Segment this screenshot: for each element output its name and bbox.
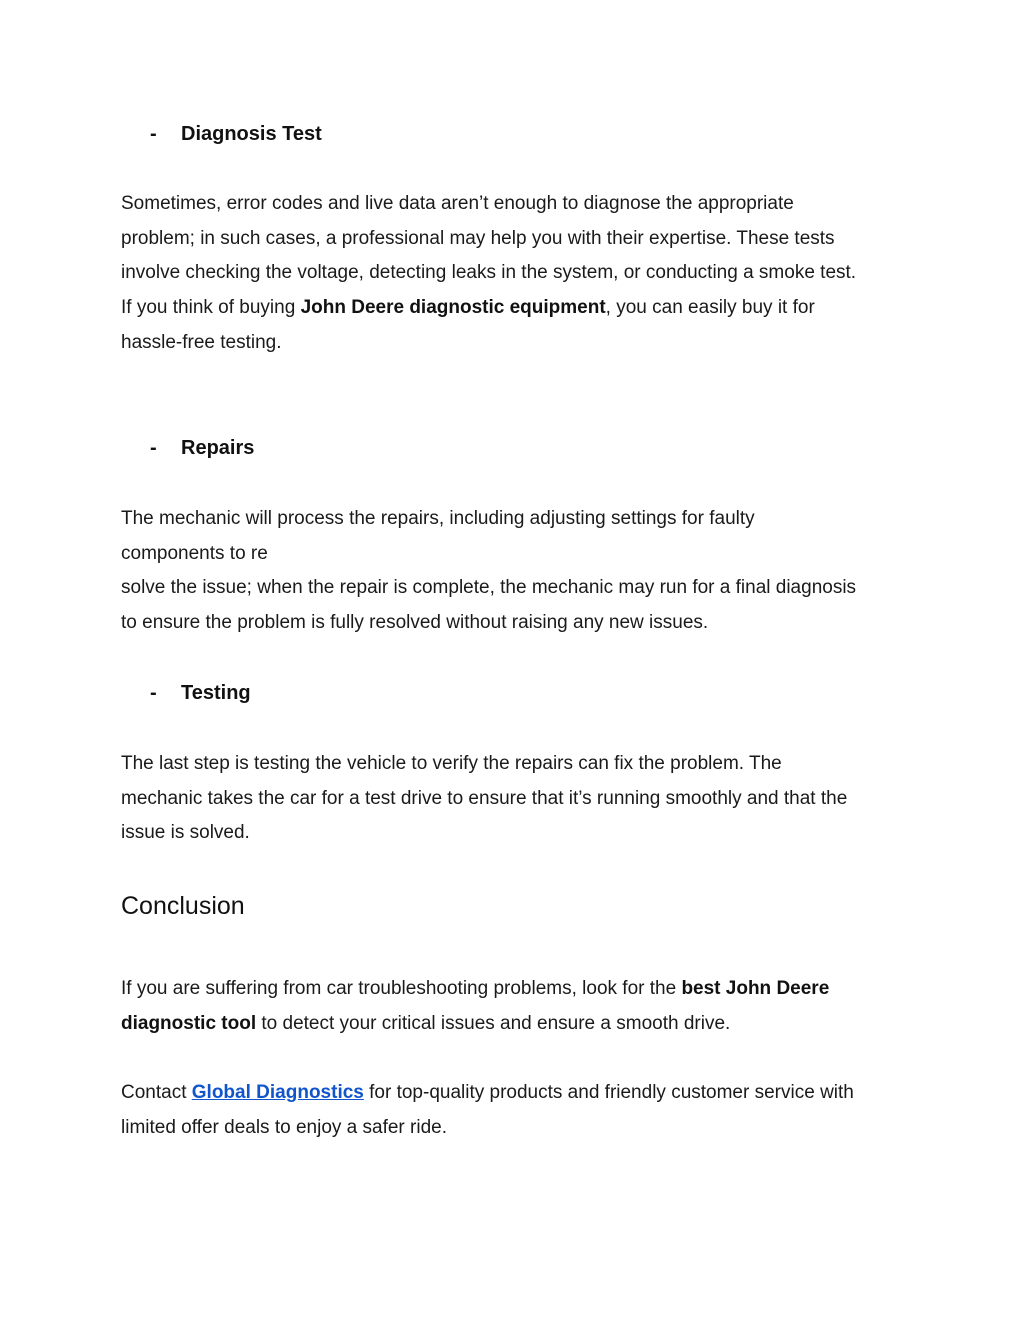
bold-text: diagnostic tool bbox=[121, 1012, 257, 1034]
paragraph-line: involve checking the voltage, detecting leaks in the system, or conducting a smoke test. bbox=[121, 262, 857, 284]
heading-text: Repairs bbox=[181, 437, 255, 459]
paragraph-line: mechanic takes the car for a test drive to ensure that it’s running smoothly and that the bbox=[121, 787, 848, 809]
paragraph-diagnosis bbox=[121, 187, 911, 361]
paragraph-repairs bbox=[121, 502, 911, 641]
paragraph-line: The mechanic will process the repairs, including adjusting settings for faulty bbox=[121, 508, 755, 529]
paragraph-line: The last step is testing the vehicle to verify the repairs can fix the problem. The bbox=[121, 753, 782, 774]
text-run: for top-quality products and friendly customer service with bbox=[363, 1082, 854, 1103]
text-run: , you can easily buy it for bbox=[605, 297, 815, 319]
paragraph-line: issue is solved. bbox=[121, 822, 250, 844]
paragraph-line: hassle-free testing. bbox=[121, 331, 282, 353]
bold-text: best John Deere bbox=[681, 978, 830, 999]
paragraph-line bbox=[121, 1076, 911, 1111]
bullet-dash: - bbox=[150, 123, 157, 145]
text-run: Contact bbox=[121, 1082, 192, 1103]
paragraph-line bbox=[121, 291, 911, 326]
paragraph-line: problem; in such cases, a professional may help you with their expertise. These tests bbox=[121, 227, 835, 249]
paragraph-line: components to re bbox=[121, 542, 268, 564]
paragraph-line bbox=[121, 972, 911, 1007]
bullet-dash: - bbox=[150, 437, 157, 459]
paragraph-conclusion bbox=[121, 972, 911, 1041]
text-run: If you are suffering from car troubleshooting problems, look for the bbox=[121, 978, 682, 999]
paragraph-line: solve the issue; when the repair is complete, the mechanic may run for a final diagnosis bbox=[121, 577, 857, 599]
paragraph-line: Sometimes, error codes and live data aren’t enough to diagnose the appropriate bbox=[121, 193, 794, 214]
heading-testing bbox=[150, 680, 251, 706]
text-run: If you think of buying bbox=[121, 297, 301, 319]
paragraph-line bbox=[121, 1007, 911, 1042]
bullet-dash: - bbox=[150, 682, 157, 704]
section-title-conclusion: Conclusion bbox=[121, 892, 245, 920]
bold-text: John Deere diagnostic equipment bbox=[300, 297, 606, 319]
paragraph-testing bbox=[121, 747, 911, 851]
paragraph-line: to ensure the problem is fully resolved without raising any new issues. bbox=[121, 612, 709, 634]
heading-repairs bbox=[150, 435, 254, 461]
text-run: to detect your critical issues and ensure a smooth drive. bbox=[256, 1012, 731, 1034]
heading-text: Diagnosis Test bbox=[181, 123, 322, 145]
heading-diagnosis-test bbox=[150, 121, 322, 147]
paragraph-line: limited offer deals to enjoy a safer ride. bbox=[121, 1116, 447, 1138]
paragraph-contact bbox=[121, 1076, 911, 1145]
heading-text: Testing bbox=[181, 682, 251, 704]
global-diagnostics-link[interactable]: Global Diagnostics bbox=[191, 1082, 364, 1103]
